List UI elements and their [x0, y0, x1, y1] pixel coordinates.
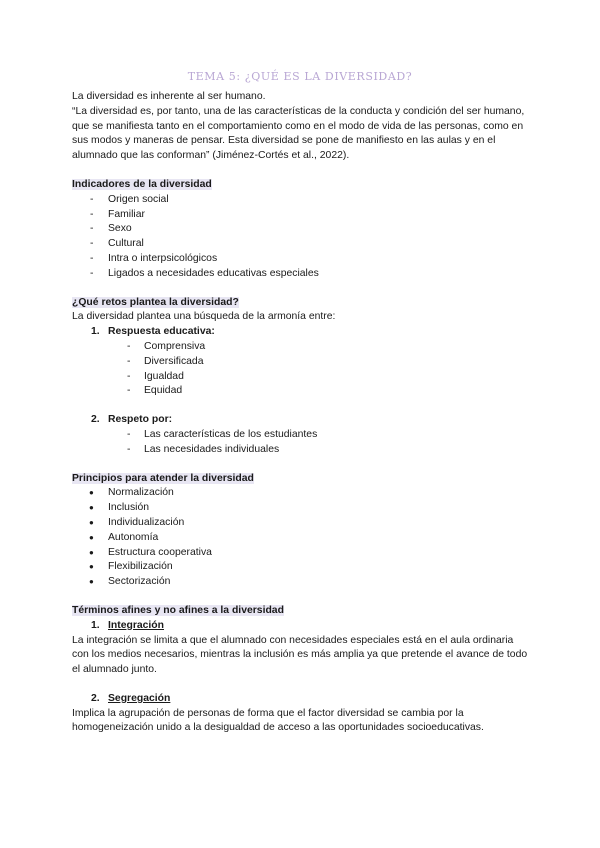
retos-heading: ¿Qué retos plantea la diversidad? [72, 296, 239, 308]
termino-item [72, 619, 528, 634]
termino-text: Implica la agrupación de personas de forma que el factor diversidad se cambia por la homogeneización unido a la desigualdad de acceso a las oportunidades socioeducativas. [72, 707, 484, 734]
list-item: - Origen social [72, 193, 528, 208]
list-item: ● Sectorización [72, 575, 528, 590]
terminos-heading: Términos afines y no afines a la diversidad [72, 604, 284, 616]
retos-group [72, 413, 528, 428]
principios-heading: Principios para atender la diversidad [72, 472, 254, 484]
list-item: - Las características de los estudiantes [72, 428, 528, 443]
list-item: - Intra o interpsicológicos [72, 252, 528, 267]
list-item: - Familiar [72, 208, 528, 223]
termino-item [72, 692, 528, 707]
respeto-list [72, 428, 528, 458]
list-item: ● Flexibilización [72, 560, 528, 575]
intro-quote: “La diversidad es, por tanto, una de las características de la conducta y condición del ser humano, que se manifiesta tanto en el comportamiento como en el modo de vida de las personas, como en sus modos y maneras de pensar. Esta diversidad se pone de manifiesto en las aulas y en el alumnado que las conforman” (Jiménez-Cortés et al., 2022). [72, 105, 525, 162]
terminos-list-2 [72, 692, 528, 707]
list-item: ● Autonomía [72, 531, 528, 546]
list-item: ● Estructura cooperativa [72, 546, 528, 561]
principios-list [72, 486, 528, 590]
list-item: - Diversificada [72, 355, 528, 370]
list-item: - Comprensiva [72, 340, 528, 355]
list-item: - Equidad [72, 384, 528, 399]
retos-list [72, 325, 528, 340]
group-number: 1. [91, 326, 100, 338]
retos-text: La diversidad plantea una búsqueda de la armonía entre: [72, 311, 336, 323]
list-item: - Cultural [72, 237, 528, 252]
list-item: - Igualdad [72, 370, 528, 385]
list-item: - Las necesidades individuales [72, 443, 528, 458]
termino-number: 1. [91, 619, 100, 631]
list-item: ● Inclusión [72, 501, 528, 516]
indicadores-heading: Indicadores de la diversidad [72, 178, 212, 190]
list-item: ● Individualización [72, 516, 528, 531]
group-number: 2. [91, 414, 100, 426]
list-item: - Sexo [72, 222, 528, 237]
terminos-list-1 [72, 619, 528, 634]
termino-number: 2. [91, 692, 100, 704]
termino-label: Segregación [108, 692, 171, 704]
retos-group [72, 325, 528, 340]
list-item: - Ligados a necesidades educativas especiales [72, 267, 528, 282]
group-label: Respuesta educativa: [108, 326, 215, 338]
termino-text: La integración se limita a que el alumnado con necesidades especiales está en el aula ordinaria con los medios necesarios, mientras la inclusión es más amplia ya que pretende el avance de todo el alumnado junto. [72, 634, 528, 676]
intro-line: La diversidad es inherente al ser humano. [72, 91, 266, 102]
group-label: Respeto por: [108, 414, 173, 426]
indicadores-list [72, 193, 528, 282]
respuesta-list [72, 340, 528, 399]
list-item: ● Normalización [72, 486, 528, 501]
termino-label: Integración [108, 619, 165, 631]
retos-list-2 [72, 413, 528, 428]
document-title: TEMA 5: ¿QUÉ ES LA DIVERSIDAD? [187, 70, 413, 83]
document-page [72, 70, 528, 736]
